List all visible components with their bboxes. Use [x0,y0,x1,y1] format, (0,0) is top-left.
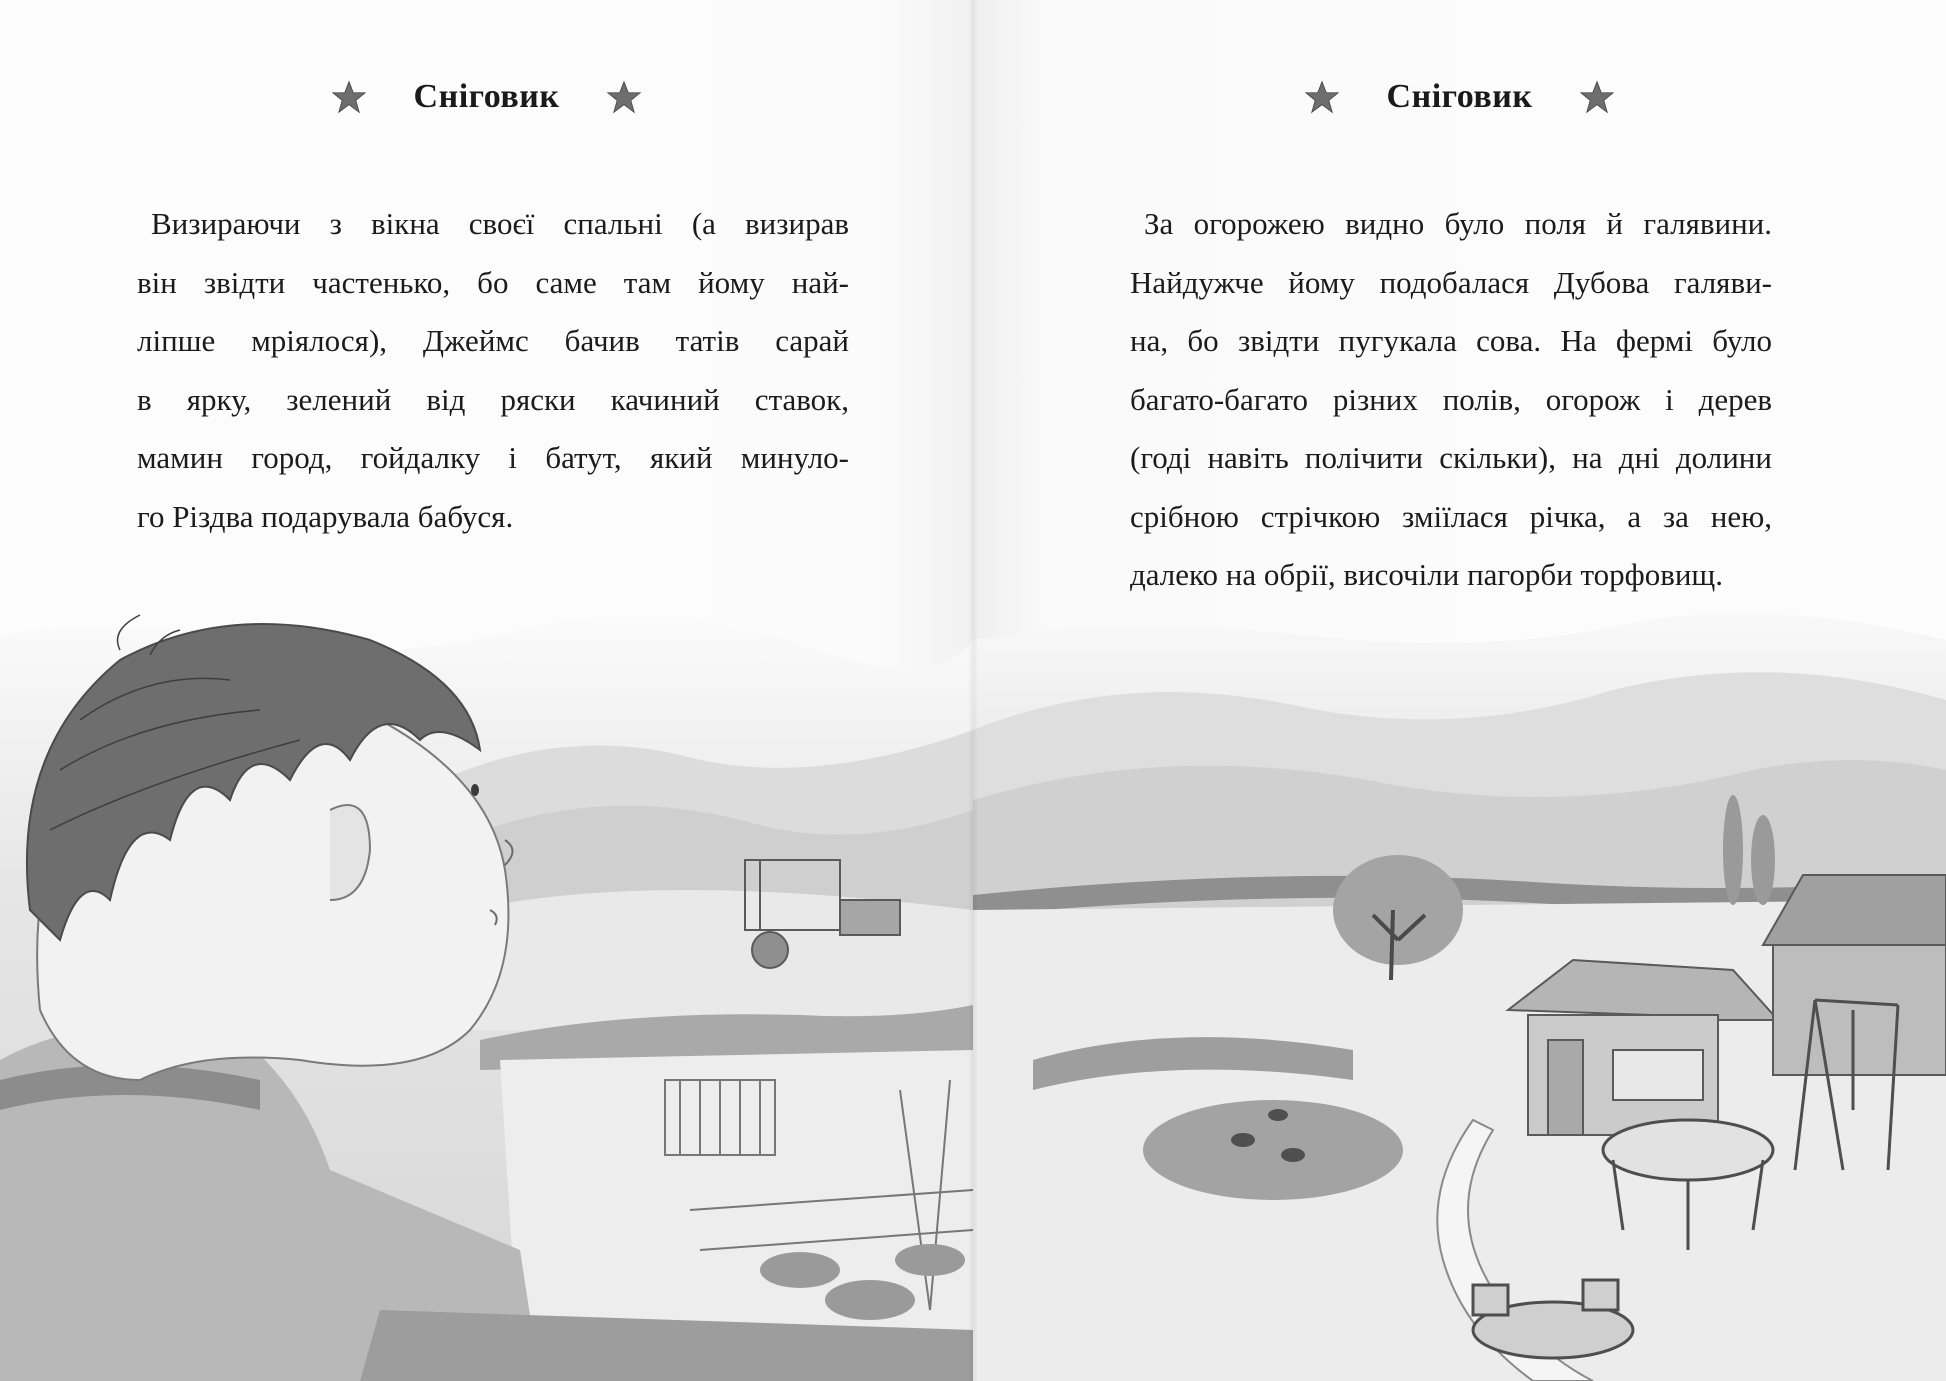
farm-landscape-illustration [973,610,1946,1381]
page-gutter [968,0,978,1381]
right-page-header [973,78,1946,116]
text-line: ліпше мріялося), Джеймс бачив татів сарай [137,323,849,358]
star-icon [1305,80,1339,114]
star-icon [607,80,641,114]
left-page-header [0,78,973,116]
text-line: (годі навіть полічити скільки), на дні долини [1130,440,1772,475]
text-line: мамин город, гойдалку і батут, який минуло- [137,440,849,475]
text-line: го Різдва подарувала бабуся. [137,498,514,534]
text-line: далеко на обрії, височіли пагорби торфовищ. [1130,557,1724,592]
running-title: Сніговик [413,78,560,115]
text-line: він звідти частенько, бо саме там йому най- [137,264,849,300]
text-line: на, бо звідти пугукала сова. На фермі було [1130,323,1772,358]
text-line: Визираючи з вікна своєї спальні (а визирав [151,206,849,241]
star-icon [332,80,366,114]
farm-landscape-pencil-drawing-icon [973,610,1946,1381]
boy-at-window-pencil-drawing-icon [0,610,973,1381]
right-page [973,0,1946,1381]
star-icon [1580,80,1614,114]
boy-at-window-illustration [0,610,973,1381]
running-title: Сніговик [1386,78,1533,115]
right-page-body-text [1130,195,1772,605]
text-line: багато-багато різних полів, огорож і дерев [1130,381,1772,417]
left-page-body-text [137,195,849,546]
text-line: срібною стрічкою зміїлася річка, а за нею, [1130,498,1772,534]
text-line: Найдужче йому подобалася Дубова галяви- [1130,264,1772,300]
text-line: За огорожею видно було поля й галявини. [1144,206,1772,241]
text-line: в ярку, зелений від ряски качиний ставок, [137,381,849,417]
